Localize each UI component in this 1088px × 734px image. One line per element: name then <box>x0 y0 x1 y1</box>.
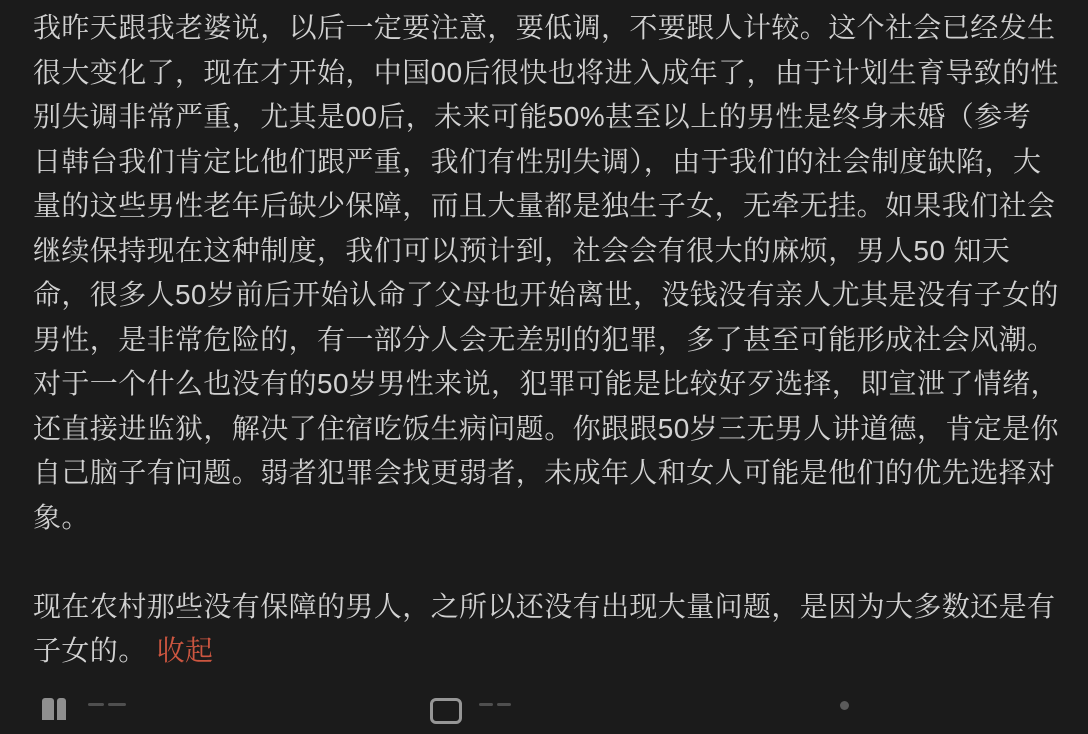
paragraph-gap <box>33 540 1063 585</box>
post-line: 日韩台我们肯定比他们跟严重，我们有性别失调），由于我们的社会制度缺陷，大 <box>33 145 1042 177</box>
post-line: 还直接进监狱，解决了住宿吃饭生病问题。你跟跟50岁三无男人讲道德，肯定是你 <box>33 412 1059 444</box>
share-icon-part <box>42 698 54 720</box>
post-paragraph-1 <box>33 6 1063 540</box>
post-body <box>33 6 1063 674</box>
post-line: 象。 <box>33 501 90 533</box>
post-line: 对于一个什么也没有的50岁男性来说，犯罪可能是比较好歹选择，即宣泄了情绪， <box>33 368 1059 399</box>
post-line: 自己脑子有问题。弱者犯罪会找更弱者，未成年人和女人可能是他们的优先选择对 <box>33 457 1056 488</box>
post-line: 我昨天跟我老婆说，以后一定要注意，要低调，不要跟人计较。这个社会已经发生 <box>33 12 1056 43</box>
post-line: 量的这些男性老年后缺少保障，而且大量都是独生子女，无牵无挂。如果我们社会 <box>33 190 1056 221</box>
share-icon-part <box>57 698 66 720</box>
comment-icon[interactable] <box>430 698 462 724</box>
post-line-text: 子女的。 <box>33 635 147 666</box>
post-line: 很大变化了，现在才开始，中国00后很快也将进入成年了，由于计划生育导致的性 <box>33 56 1059 88</box>
post-line: 命，很多人50岁前后开始认命了父母也开始离世，没钱没有亲人尤其是没有子女的 <box>33 279 1059 310</box>
post-line: 现在农村那些没有保障的男人，之所以还没有出现大量问题，是因为大多数还是有 <box>33 590 1056 622</box>
post-paragraph-2 <box>33 585 1063 674</box>
action-bar <box>0 694 1088 734</box>
post-line: 别失调非常严重，尤其是00后，未来可能50%甚至以上的男性是终身未婚（参考 <box>33 101 1031 132</box>
post-line: 继续保持现在这种制度，我们可以预计到，社会会有很大的麻烦，男人50 知天 <box>33 234 1011 266</box>
collapse-link[interactable]: 收起 <box>156 635 214 666</box>
post-line: 男性，是非常危险的，有一部分人会无差别的犯罪，多了甚至可能形成社会风潮。 <box>33 323 1056 355</box>
post-line <box>33 629 1063 674</box>
